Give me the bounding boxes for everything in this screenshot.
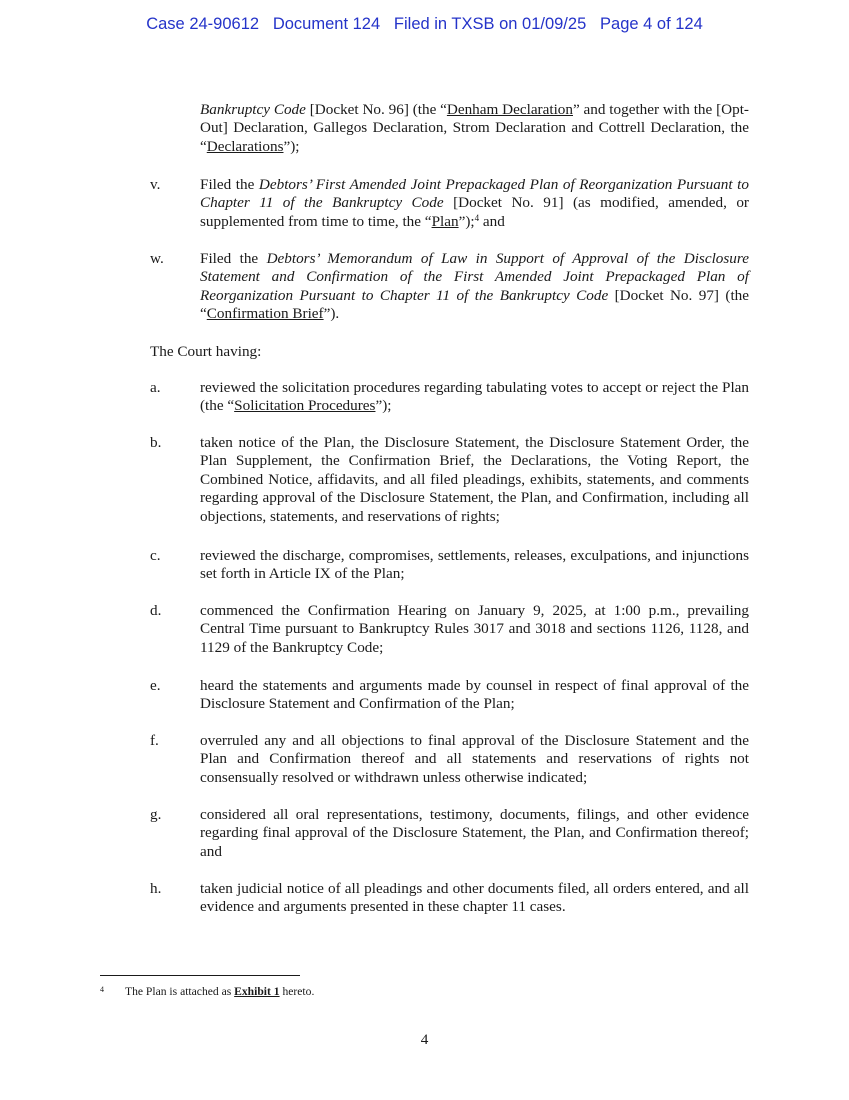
text-run: ”); xyxy=(283,137,300,155)
text-run: [Docket No. 96] (the “ xyxy=(305,101,447,118)
text-run: Filed the xyxy=(200,250,267,267)
item-label: v. xyxy=(150,176,161,193)
item-body: considered all oral representations, testimony, documents, filings, and other evidence regarding final approval of the Disclosure Statement, the Plan, and Confirmation thereof; and xyxy=(200,806,749,860)
item-body: taken notice of the Plan, the Disclosure Statement, the Disclosure Statement Order, the Plan Supplement, the Confirmation Brief, the Declarations, the Voting Report, the Combined Notice, affidavits, and all filed pleadings, exhibits, statements, and comments regarding approval of the Disclosure Statement, the Plan, and Confirmation, including all objections, statements, and reservations of rights; xyxy=(200,434,749,525)
text-run: The Plan is attached as xyxy=(125,985,235,998)
item-body xyxy=(200,379,749,416)
item-label: g. xyxy=(150,806,162,823)
item-label: f. xyxy=(150,732,159,749)
defined-term-denham: Denham Declaration xyxy=(446,101,573,118)
continued-paragraph xyxy=(200,101,749,156)
text-run: ”); xyxy=(375,397,392,415)
item-body xyxy=(200,176,749,232)
exhibit-reference: Exhibit 1 xyxy=(234,985,280,998)
item-body: taken judicial notice of all pleadings and other documents filed, all orders entered, and all evidence and arguments presented in these chapter 11 cases. xyxy=(200,880,749,916)
text-run: [Docket No. 91] (as modified, amended, or supplemented from time to time, the “ xyxy=(200,194,749,230)
item-label: a. xyxy=(150,379,161,396)
item-body: commenced the Confirmation Hearing on January 9, 2025, at 1:00 p.m., prevailing Central Time pursuant to Bankruptcy Rules 3017 and 3018 and sections 1126, 1128, and 1129 of the Bankruptcy Code; xyxy=(200,602,749,656)
text-run: ”); xyxy=(458,212,475,230)
defined-term-confirmation-brief: Confirmation Brief xyxy=(206,305,324,323)
item-body: heard the statements and arguments made by counsel in respect of final approval of the Disclosure Statement and Confirmation of the Plan; xyxy=(200,677,749,713)
text-run: and xyxy=(479,212,505,230)
page-number: 4 xyxy=(420,1031,429,1048)
footnote-reference[interactable]: 4 xyxy=(474,212,480,223)
defined-term-solicitation-procedures: Solicitation Procedures xyxy=(234,397,376,415)
footnote-text xyxy=(125,985,314,999)
header-document: Document 124 xyxy=(272,15,381,33)
footnote-separator xyxy=(100,975,300,976)
text-run: ” and together with the [Opt-Out] Declaration, Gallegos Declaration, Strom Declaration and Cottrell Declaration, the “ xyxy=(200,101,749,155)
header-case: Case 24-90612 xyxy=(146,15,260,33)
text-run: reviewed the solicitation procedures regarding tabulating votes to accept or reject the Plan (the “ xyxy=(200,379,749,415)
header-page: Page 4 of 124 xyxy=(600,15,703,33)
item-body: reviewed the discharge, compromises, settlements, releases, exculpations, and injunctions set forth in Article IX of the Plan; xyxy=(200,547,749,583)
italic-title: Debtors’ First Amended Joint Prepackaged Plan of Reorganization Pursuant to Chapter 11 of the Bankruptcy Code xyxy=(200,176,749,212)
text-run: Filed the xyxy=(200,176,259,193)
text-run: ”). xyxy=(323,305,340,323)
header-filed: Filed in TXSB on 01/09/25 xyxy=(393,15,587,33)
item-body xyxy=(200,250,749,324)
text-run: [Docket No. 97] (the “ xyxy=(200,286,749,323)
footnote xyxy=(100,985,315,1000)
defined-term-declarations: Declarations xyxy=(206,137,284,155)
docket-header xyxy=(0,15,849,34)
item-label: e. xyxy=(150,677,161,694)
item-label: d. xyxy=(150,602,162,619)
court-having-heading: The Court having: xyxy=(150,343,262,360)
item-body: overruled any and all objections to final approval of the Disclosure Statement and the Plan and Confirmation thereof and all statements and reservations of rights not consensually resolved or withdrawn unless otherwise indicated; xyxy=(200,732,749,786)
text-run: hereto. xyxy=(279,985,315,998)
italic-title: Bankruptcy Code xyxy=(200,101,306,118)
item-label: c. xyxy=(150,547,161,564)
footnote-number: 4 xyxy=(100,985,104,994)
item-label: h. xyxy=(150,880,162,897)
italic-title: Debtors’ Memorandum of Law in Support of Approval of the Disclosure Statement and Confirmation of the First Amended Joint Prepackaged Plan of Reorganization Pursuant to Chapter 11 of the Bankruptcy Code xyxy=(200,250,749,304)
defined-term-plan: Plan xyxy=(431,212,459,230)
item-label: w. xyxy=(150,250,164,267)
item-label: b. xyxy=(150,434,162,451)
